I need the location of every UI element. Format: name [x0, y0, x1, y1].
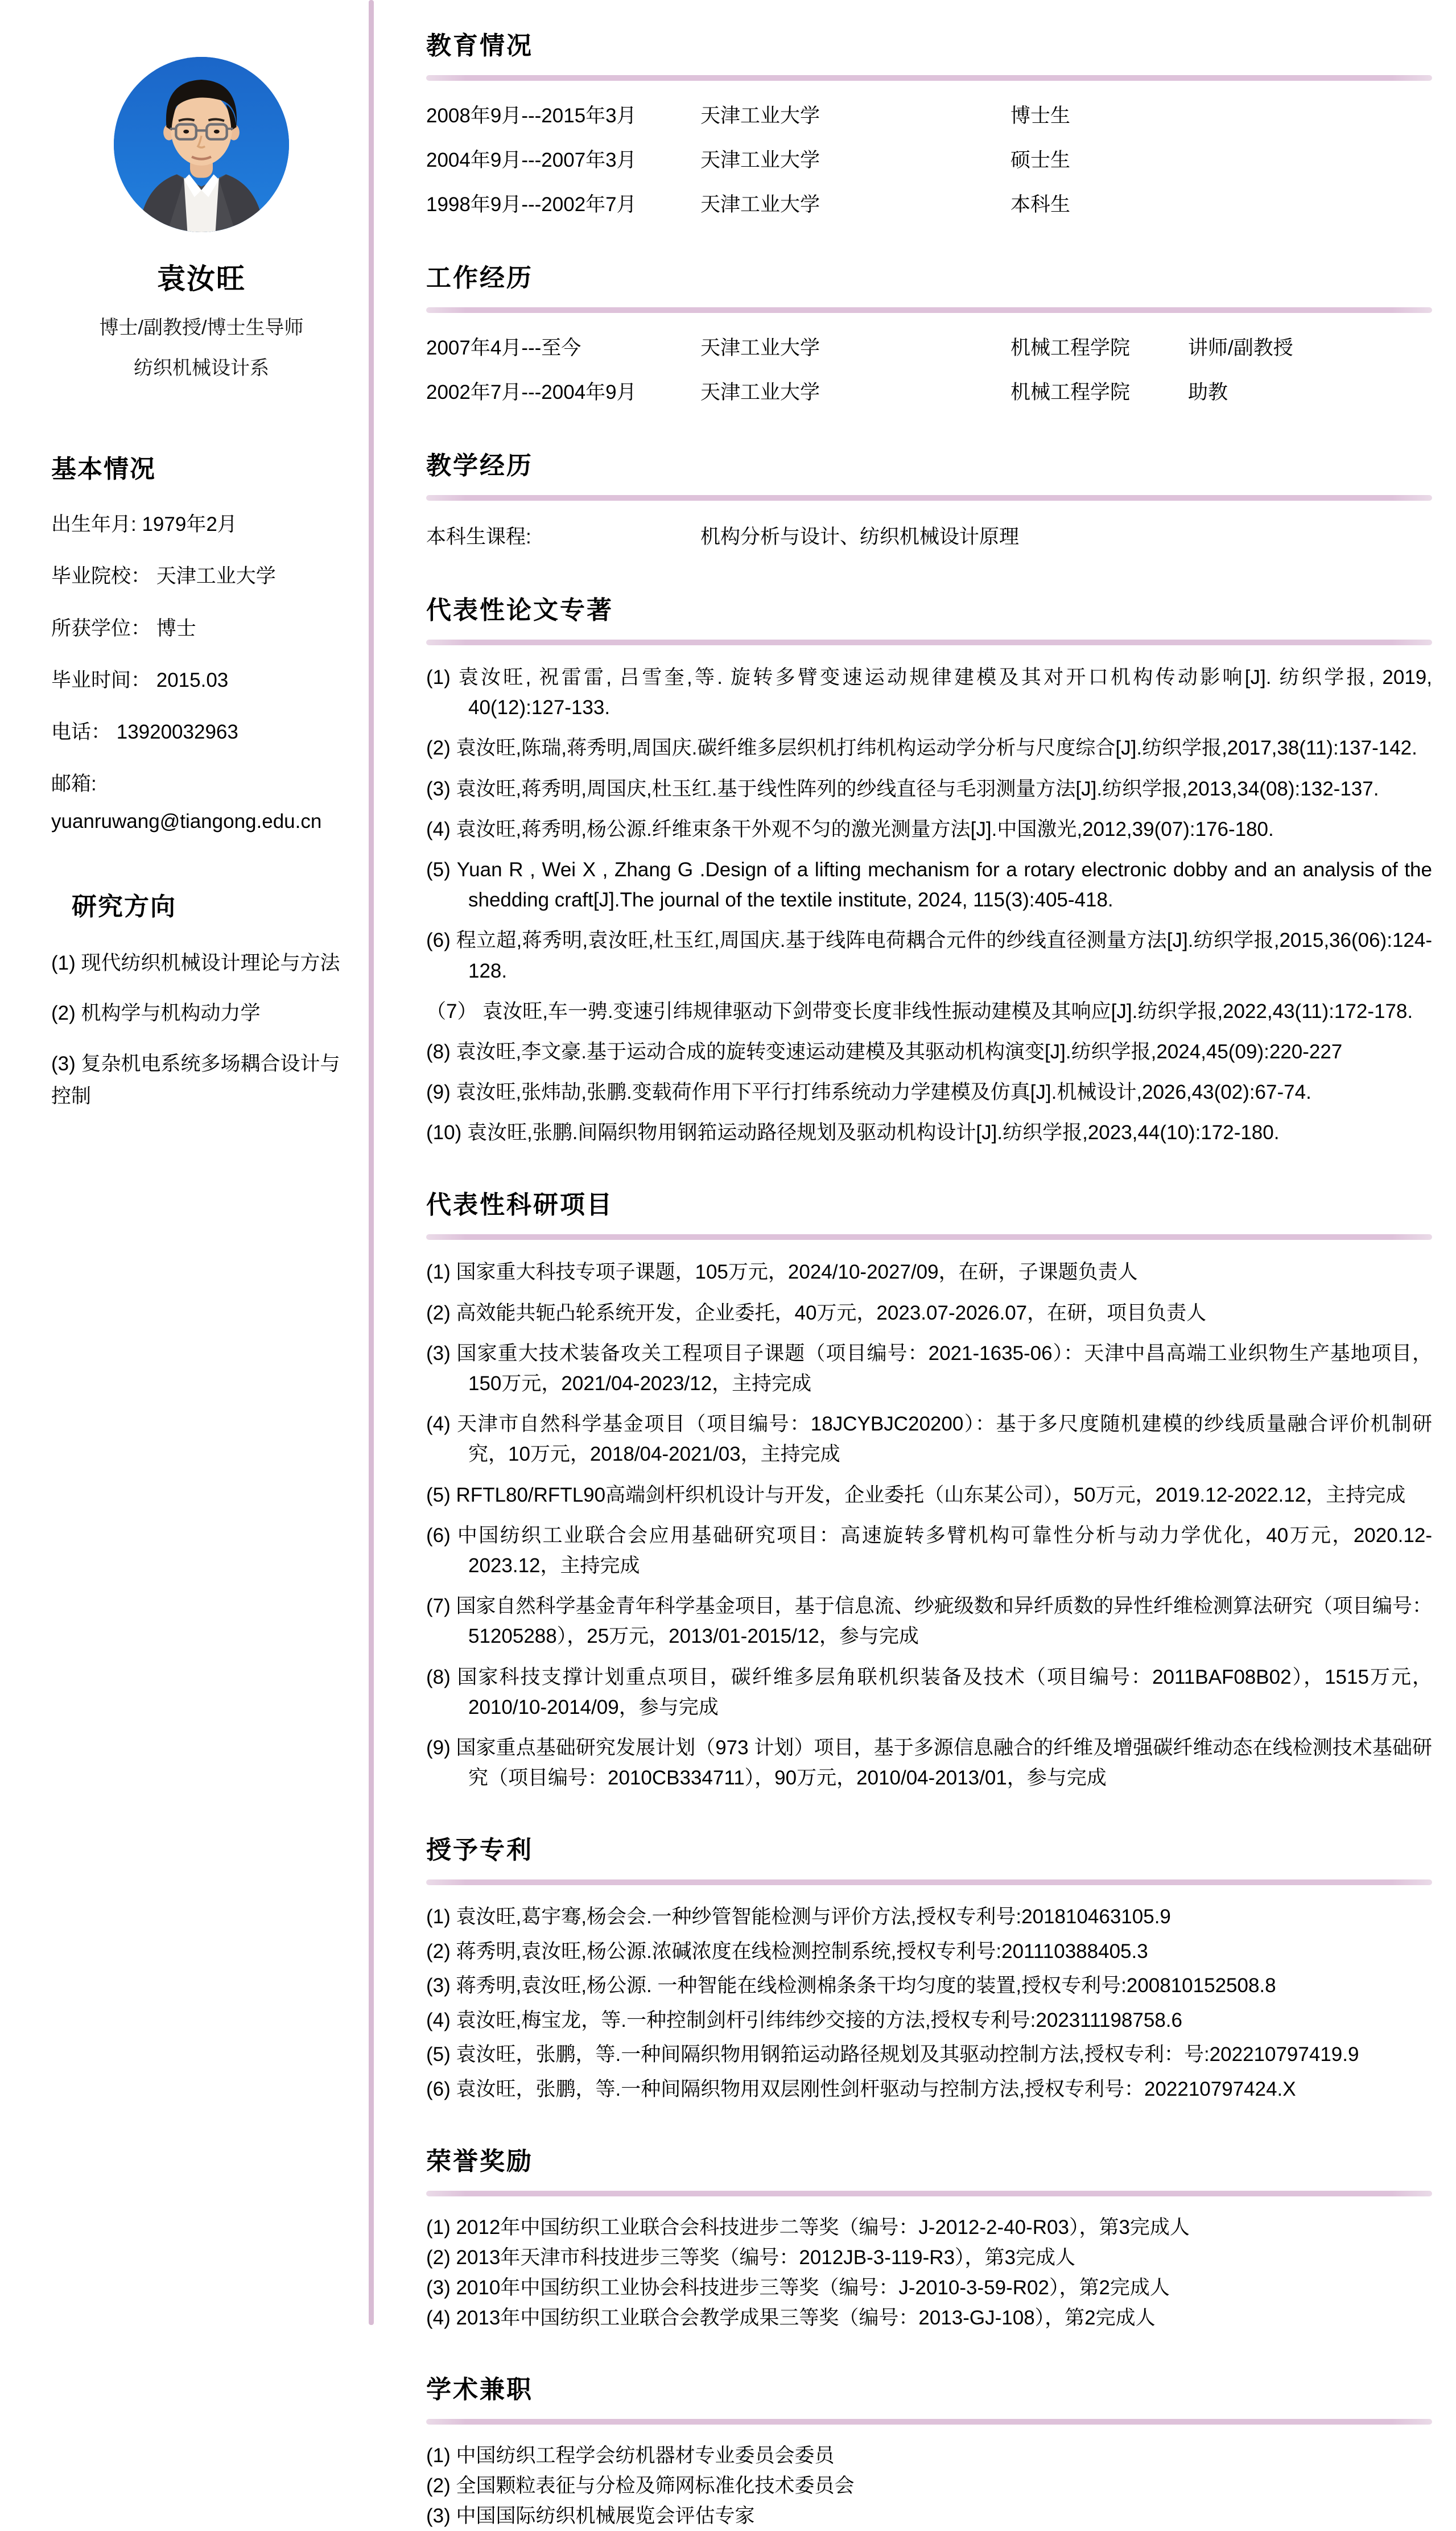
section-underline: [426, 307, 1432, 313]
person-department: 纺织机械设计系: [134, 357, 269, 379]
portrait-illustration: [114, 57, 289, 232]
info-item-alma-mater: 毕业院校： 天津工业大学: [51, 565, 276, 588]
profile-photo: [114, 57, 289, 232]
section-projects: [426, 1184, 1432, 1793]
award-item: (4) 2013年中国纺织工业联合会教学成果三等奖（编号：2013-GJ-108），第2完成人: [426, 2306, 1156, 2329]
person-name: 袁汝旺: [157, 263, 246, 295]
vertical-divider: [369, 0, 374, 2325]
work-header: 工作经历: [426, 264, 533, 292]
edu-school: 天津工业大学: [700, 193, 820, 216]
section-awards: [426, 2141, 1432, 2332]
education-row: [426, 189, 1432, 221]
project-item: (1) 国家重大科技专项子课题，105万元，2024/10-2027/09，在研，子课题负责人: [426, 1261, 1138, 1284]
project-item: (5) RFTL80/RFTL90高端剑杆织机设计与开发，企业委托（山东某公司），50万元，2019.12-2022.12，主持完成: [426, 1483, 1406, 1506]
edu-degree: 本科生: [1010, 193, 1071, 216]
edu-school: 天津工业大学: [700, 105, 820, 127]
section-underline: [426, 75, 1432, 81]
research-direction-item: (1) 现代纺织机械设计理论与方法: [51, 951, 340, 974]
avatar-wrap: [51, 57, 352, 232]
awards-list: [426, 2213, 1432, 2332]
publication-item: (3) 袁汝旺,蒋秀明,周国庆,杜玉红.基于线性阵列的纱线直径与毛羽测量方法[J].纺织学报,2013,34(08):132-137.: [426, 777, 1379, 800]
patent-item: (2) 蒋秀明,袁汝旺,杨公源.浓碱浓度在线检测控制系统,授权专利号:201110388405.3: [426, 1940, 1148, 1963]
patents-header: 授予专利: [426, 1836, 533, 1865]
publication-item: (8) 袁汝旺,李文豪.基于运动合成的旋转变速运动建模及其驱动机构演变[J].纺织学报,2024,45(09):220-227: [426, 1040, 1343, 1063]
section-underline: [426, 640, 1432, 645]
sidebar: [0, 0, 369, 2365]
project-item: (4) 天津市自然科学基金项目（项目编号：18JCYBJC20200）：基于多尺度随机建模的纱线质量融合评价机制研究，10万元，2018/04-2021/03，主持完成: [426, 1413, 1432, 1466]
section-underline: [426, 1879, 1432, 1885]
work-period: 2002年7月---2004年9月: [426, 381, 637, 403]
work-row: [426, 377, 1432, 409]
section-underline: [426, 1234, 1432, 1240]
teaching-header: 教学经历: [426, 452, 533, 480]
publications-list: [426, 662, 1432, 1148]
teaching-courses: 机构分析与设计、纺织机械设计原理: [700, 526, 1020, 548]
academic-roles-header: 学术兼职: [426, 2376, 533, 2404]
patent-item: (6) 袁汝旺，张鹏，等.一种间隔织物用双层刚性剑杆驱动与控制方法,授权专利号：202210797424.X: [426, 2077, 1296, 2100]
info-item-email: 邮箱: yuanruwang@tiangong.edu.cn: [51, 773, 322, 832]
publication-item: (1) 袁汝旺, 祝雷雷, 吕雪奎,等. 旋转多臂变速运动规律建模及其对开口机构传动影响[J]. 纺织学报, 2019, 40(12):127-133.: [426, 666, 1432, 719]
patent-item: (1) 袁汝旺,葛宇骞,杨会会.一种纱管智能检测与评价方法,授权专利号:201810463105.9: [426, 1906, 1171, 1928]
publication-item: (2) 袁汝旺,陈瑞,蒋秀明,周国庆.碳纤维多层织机打纬机构运动学分析与尺度综合[J].纺织学报,2017,38(11):137-142.: [426, 737, 1417, 760]
awards-header: 荣誉奖励: [426, 2147, 533, 2176]
section-work: [426, 257, 1432, 409]
work-table: [426, 332, 1432, 409]
teaching-row: [426, 521, 1432, 553]
section-patents: [426, 1829, 1432, 2104]
project-item: (7) 国家自然科学基金青年科学基金项目，基于信息流、纱疵级数和异纤质数的异性纤维检测算法研究（项目编号：51205288），25万元，2013/01-2015/12，参与完成: [426, 1595, 1432, 1648]
basic-info-list: [51, 511, 352, 835]
teaching-label: 本科生课程:: [426, 526, 531, 548]
section-underline: [426, 495, 1432, 501]
academic-role-item: (1) 中国纺织工程学会纺机器材专业委员会委员: [426, 2445, 835, 2467]
research-directions-list: [51, 947, 352, 1113]
project-item: (8) 国家科技支撑计划重点项目，碳纤维多层角联机织装备及技术（项目编号：2011BAF08B02），1515万元，2010/10-2014/09，参与完成: [426, 1666, 1432, 1718]
section-underline: [426, 2419, 1432, 2425]
education-row: [426, 100, 1432, 132]
edu-period: 1998年9月---2002年7月: [426, 193, 637, 216]
work-period: 2007年4月---至今: [426, 337, 581, 359]
project-item: (3) 国家重大技术装备攻关工程项目子课题（项目编号：2021-1635-06）：天津中昌高端工业织物生产基地项目，150万元，2021/04-2023/12，主持完成: [426, 1342, 1432, 1395]
project-item: (2) 高效能共轭凸轮系统开发，企业委托，40万元，2023.07-2026.07，在研，项目负责人: [426, 1301, 1207, 1324]
projects-header: 代表性科研项目: [426, 1191, 613, 1219]
projects-list: [426, 1257, 1432, 1793]
education-header: 教育情况: [426, 32, 533, 60]
section-teaching: [426, 445, 1432, 553]
info-item-phone: 电话： 13920032963: [51, 721, 238, 743]
work-school: 天津工业大学: [700, 337, 820, 359]
publications-header: 代表性论文专著: [426, 596, 613, 624]
work-title: 助教: [1188, 381, 1228, 403]
edu-school: 天津工业大学: [700, 149, 820, 171]
publication-item: (10) 袁汝旺,张鹏.间隔织物用钢筘运动路径规划及驱动机构设计[J].纺织学报,2023,44(10):172-180.: [426, 1122, 1280, 1144]
section-publications: [426, 590, 1432, 1148]
work-row: [426, 332, 1432, 364]
patent-item: (4) 袁汝旺,梅宝龙，等.一种控制剑杆引纬纬纱交接的方法,授权专利号:202311198758.6: [426, 2009, 1182, 2031]
edu-period: 2008年9月---2015年3月: [426, 105, 637, 127]
academic-roles-list: [426, 2442, 1432, 2530]
work-school: 天津工业大学: [700, 381, 820, 403]
research-direction-item: (2) 机构学与机构动力学: [51, 1002, 261, 1025]
patents-list: [426, 1902, 1432, 2104]
section-underline: [426, 2191, 1432, 2196]
basic-info-header: 基本情况: [51, 455, 156, 483]
publication-item: (4) 袁汝旺,蒋秀明,杨公源.纤维束条干外观不匀的激光测量方法[J].中国激光,2012,39(07):176-180.: [426, 818, 1274, 840]
edu-period: 2004年9月---2007年3月: [426, 149, 637, 171]
patent-item: (3) 蒋秀明,袁汝旺,杨公源. 一种智能在线检测棉条条干均匀度的装置,授权专利号:200810152508.8: [426, 1974, 1276, 1997]
edu-degree: 硕士生: [1010, 149, 1071, 171]
education-row: [426, 145, 1432, 176]
publication-item: （7） 袁汝旺,车一骋.变速引纬规律驱动下剑带变长度非线性振动建模及其响应[J].纺织学报,2022,43(11):172-178.: [426, 1000, 1413, 1023]
main-content: [374, 0, 1456, 2527]
section-academic-roles: [426, 2369, 1432, 2530]
award-item: (1) 2012年中国纺织工业联合会科技进步二等奖（编号：J-2012-2-40-R03），第3完成人: [426, 2216, 1190, 2239]
info-item-graduation: 毕业时间： 2015.03: [51, 669, 229, 691]
academic-role-item: (2) 全国颗粒表征与分检及筛网标准化技术委员会: [426, 2475, 855, 2497]
work-title: 讲师/副教授: [1188, 337, 1293, 359]
info-item-birth: 出生年月: 1979年2月: [51, 513, 237, 535]
person-title: 博士/副教授/博士生导师: [99, 317, 304, 339]
project-item: (9) 国家重点基础研究发展计划（973 计划）项目，基于多源信息融合的纤维及增强碳纤维动态在线检测技术基础研究（项目编号：2010CB334711），90万元，2010/04-2013/01，参与完成: [426, 1736, 1432, 1790]
research-directions-header: 研究方向: [72, 892, 176, 921]
work-college: 机械工程学院: [1010, 381, 1131, 403]
publication-item: (5) Yuan R , Wei X , Zhang G .Design of a lifting mechanism for a rotary electronic dobby and an analysis of the shedding craft[J].The journal of the textile institute, 2024, 115(3):405-418.: [426, 858, 1432, 912]
patent-item: (5) 袁汝旺，张鹏，等.一种间隔织物用钢筘运动路径规划及其驱动控制方法,授权专利：号:202210797419.9: [426, 2043, 1359, 2066]
award-item: (2) 2013年天津市科技进步三等奖（编号：2012JB-3-119-R3），第3完成人: [426, 2246, 1076, 2269]
project-item: (6) 中国纺织工业联合会应用基础研究项目：高速旋转多臂机构可靠性分析与动力学优化，40万元，2020.12-2023.12，主持完成: [426, 1524, 1432, 1577]
education-table: [426, 100, 1432, 221]
section-education: [426, 25, 1432, 221]
work-college: 机械工程学院: [1010, 337, 1131, 359]
publication-item: (6) 程立超,蒋秀明,袁汝旺,杜玉红,周国庆.基于线阵电荷耦合元件的纱线直径测量方法[J].纺织学报,2015,36(06):124-128.: [426, 929, 1432, 982]
research-direction-item: (3) 复杂机电系统多场耦合设计与控制: [51, 1053, 340, 1107]
award-item: (3) 2010年中国纺织工业协会科技进步三等奖（编号：J-2010-3-59-R02），第2完成人: [426, 2276, 1170, 2299]
info-item-degree: 所获学位： 博士: [51, 617, 196, 640]
academic-role-item: (3) 中国国际纺织机械展览会评估专家: [426, 2504, 755, 2527]
edu-degree: 博士生: [1010, 105, 1071, 127]
publication-item: (9) 袁汝旺,张炜劼,张鹏.变载荷作用下平行打纬系统动力学建模及仿真[J].机械设计,2026,43(02):67-74.: [426, 1081, 1311, 1104]
